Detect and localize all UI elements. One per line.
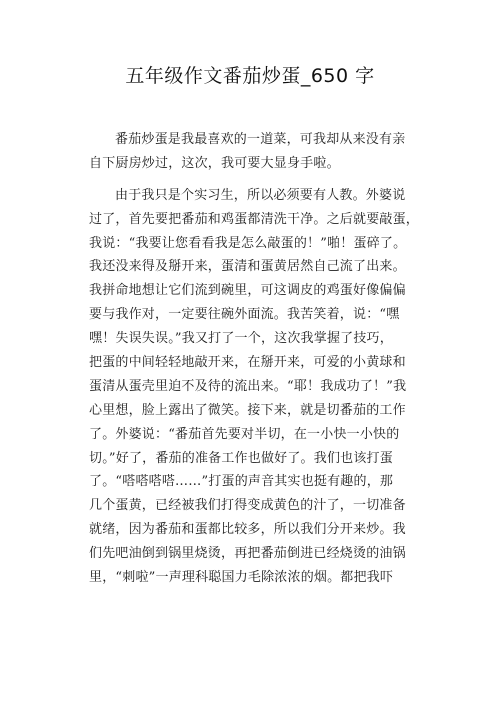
text-line: 里，“刺啦”一声理科聪国力毛除浓浓的烟。都把我吓 <box>89 570 394 586</box>
text-line: 就绪，因为番茄和蛋都比较多，所以我们分开来炒。我 <box>89 522 406 538</box>
text-line: 心里想，脸上露出了微笑。接下来，就是切番茄的工作 <box>89 402 406 418</box>
text-line: 自下厨房炒过，这次，我可要大显身手啦。 <box>89 155 340 171</box>
text-line: 我说：“我要让您看看我是怎么敲蛋的！”啪！蛋碎了。 <box>89 235 407 251</box>
text-line: 过了，首先要把番茄和鸡蛋都清洗干净。之后就要敲蛋， <box>89 211 420 227</box>
text-line: 番茄炒蛋是我最喜欢的一道菜，可我却从来没有亲 <box>115 132 406 147</box>
text-line: 了。外婆说：“番茄首先要对半切，在一小快一小快的 <box>89 426 400 442</box>
document-title: 五年级作文番茄炒蛋_650 字 <box>125 65 375 87</box>
text-line: 切。”好了，番茄的准备工作也做好了。我们也该打蛋 <box>89 450 393 466</box>
document-body <box>89 128 419 590</box>
text-line: 把蛋的中间轻轻地敲开来，在掰开来，可爱的小黄球和 <box>89 355 406 371</box>
text-line: 几个蛋黄，已经被我们打得变成黄色的汁了，一切准备 <box>89 498 406 514</box>
text-line: 们先吧油倒到锅里烧烫，再把番茄倒进已经烧烫的油锅 <box>89 546 406 562</box>
text-line: 了。“嗒嗒嗒嗒……”打蛋的声音其实也挺有趣的，那 <box>89 474 394 490</box>
text-line: 我拼命地想让它们流到碗里，可这调皮的鸡蛋好像偏偏 <box>89 283 406 299</box>
text-line: 嘿！失误失误。”我又打了一个，这次我掌握了技巧， <box>89 331 393 347</box>
text-line: 我还没来得及掰开来，蛋清和蛋黄居然自己流了出来。 <box>89 259 406 275</box>
text-line: 要与我作对，一定要往碗外面流。我苦笑着，说：“嘿 <box>89 307 400 323</box>
text-line: 蛋清从蛋壳里迫不及待的流出来。“耶！我成功了！”我 <box>89 378 407 394</box>
text-line: 由于我只是个实习生，所以必须要有人教。外婆说 <box>115 187 406 203</box>
